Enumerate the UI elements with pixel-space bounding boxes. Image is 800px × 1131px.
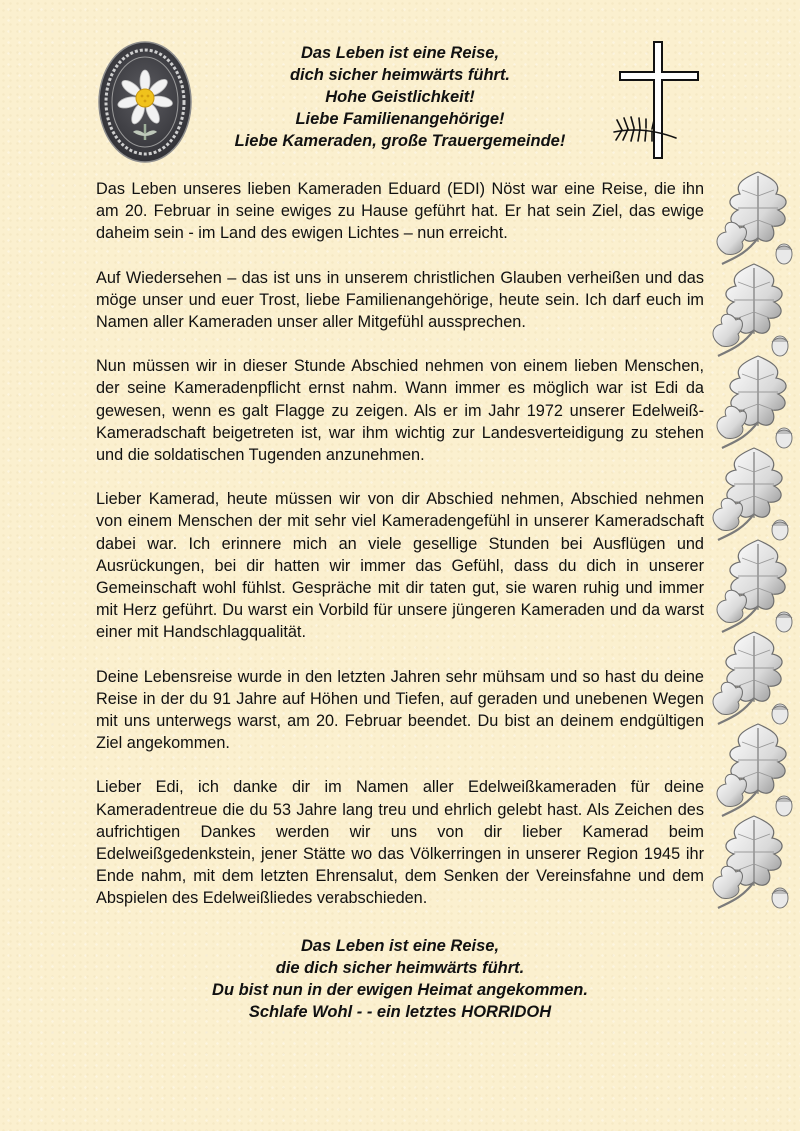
header-line: Liebe Familienangehörige!: [295, 110, 505, 128]
closing-line: Du bist nun in der ewigen Heimat angekommen.: [212, 981, 588, 999]
paragraph: Auf Wiedersehen – das ist uns in unserem christlichen Glauben verheißen und das möge unser und euer Trost, liebe Familienangehörige, heute sein. Ich darf euch im Namen aller Kameraden unser aller Mitgefühl aussprechen.: [96, 268, 704, 332]
closing-line: Schlafe Wohl - - ein letztes HORRIDOH: [248, 1003, 552, 1021]
paragraph: Nun müssen wir in dieser Stunde Abschied nehmen von einem lieben Menschen, der seine Kameradenpflicht ernst nahm. Wann immer es möglich war ist Edi da gewesen, wenn es galt Flagge zu zeigen. Als er im Jahr 1972 unserer Edelweiß-Kameradschaft beigetreten ist, war ihm wichtig zur Landesverteidigung zu stehen und die soldatischen Tugenden anzunehmen.: [96, 357, 704, 465]
header-verse: [200, 42, 600, 152]
header-line: Das Leben ist eine Reise,: [300, 44, 500, 62]
paragraph: Lieber Edi, ich danke dir im Namen aller Edelweißkameraden für deine Kameradentreue die du 53 Jahre lang treu und ehrlich gelebt hast. Als Zeichen des aufrichtigen Dankes werden wir uns von dir lieber Kamerad beim Edelweißgedenkstein, jener Stätte wo das Völkerringen in unserer Region 1945 ihr Ende nahm, mit dem letzten Ehrensalut, dem Senken der Vereinsfahne und dem Abspielen des Edelweißliedes verabschieden.: [96, 778, 704, 908]
closing-line: Das Leben ist eine Reise,: [300, 937, 500, 955]
closing-line: die dich sicher heimwärts führt.: [275, 959, 525, 977]
cross-with-palm-icon: [604, 40, 704, 162]
paragraph: Lieber Kamerad, heute müssen wir von dir Abschied nehmen, Abschied nehmen von einem Menschen der mit sehr viel Kameradengefühl in unserer Kameradschaft dabei war. Ich erinnere mich an viele gesellige Stunden bei Ausflügen und Ausrückungen, bei dir hatten wir immer das Gefühl, dass du dich in unserer Gemeinschaft wohl fühlst. Gespräche mit dir taten gut, sie waren ruhig und immer mit Herz geführt. Du warst ein Vorbild für unsere jüngeren Kameraden und da warst einer mit Handschlagqualität.: [96, 490, 704, 642]
closing-verse: [150, 935, 650, 1023]
oak-leaves-border: [706, 168, 800, 918]
header-line: Hohe Geistlichkeit!: [325, 88, 475, 106]
edelweiss-badge-icon: [97, 40, 193, 164]
header-line: dich sicher heimwärts führt.: [289, 66, 511, 84]
eulogy-body: [96, 178, 704, 910]
paragraph: Das Leben unseres lieben Kameraden Eduard (EDI) Nöst war eine Reise, die ihn am 20. Februar in seine ewiges zu Hause geführt hat. Er hat sein Ziel, das ewige daheim sein - im Land des ewigen Lichtes – nun erreicht.: [96, 180, 704, 243]
header-line: Liebe Kameraden, große Trauergemeinde!: [234, 132, 566, 150]
paragraph: Deine Lebensreise wurde in den letzten Jahren sehr mühsam und so hast du deine Reise in der du 91 Jahre auf Höhen und Tiefen, auf geraden und unebenen Wegen mit uns unterwegs warst, am 20. Februar beendet. Du bist an deinem endgültigen Ziel angekommen.: [96, 667, 704, 753]
